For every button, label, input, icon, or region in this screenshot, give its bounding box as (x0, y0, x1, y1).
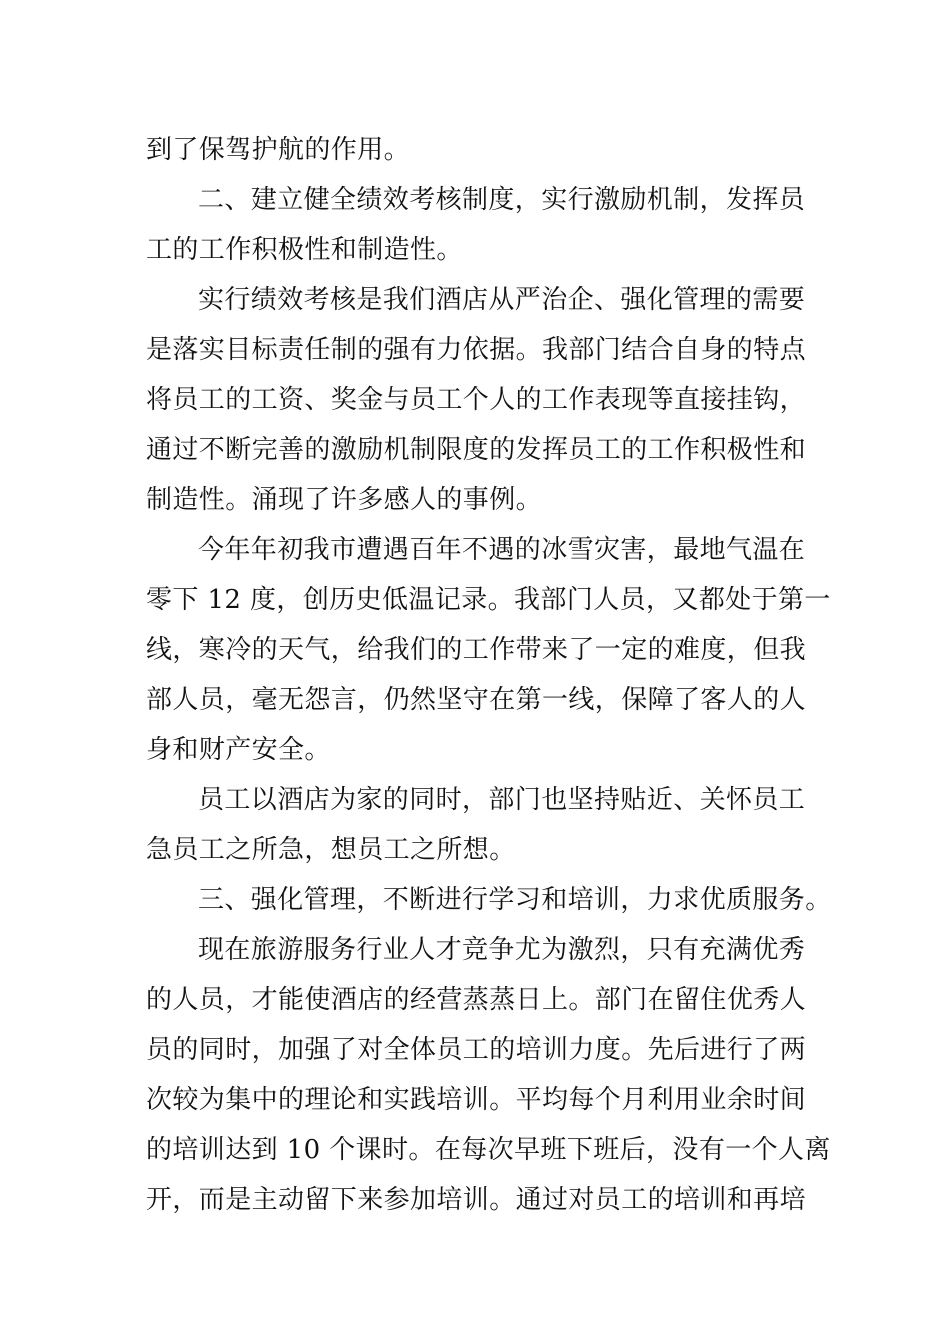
text-line: 工的工作积极性和制造性。 (146, 235, 463, 265)
text-line: 通过不断完善的激励机制限度的发挥员工的工作积极性和 (146, 435, 807, 465)
text-line: 到了保驾护航的作用。 (146, 135, 411, 165)
text-line: 制造性。涌现了许多感人的事例。 (146, 485, 543, 515)
text-line: 实行绩效考核是我们酒店从严治企、强化管理的需要 (198, 285, 806, 315)
text-line: 今年年初我市遭遇百年不遇的冰雪灾害，最地气温在 (198, 535, 806, 565)
text-line: 现在旅游服务行业人才竞争尤为激烈，只有充满优秀 (198, 935, 806, 965)
text-line: 身和财产安全。 (146, 735, 331, 765)
text-line: 急员工之所急，想员工之所想。 (146, 835, 516, 865)
text-line: 将员工的工资、奖金与员工个人的工作表现等直接挂钩， (146, 385, 807, 415)
text-line: 的培训达到 10 个课时。在每次早班下班后，没有一个人离 (146, 1135, 831, 1165)
text-line: 员工以酒店为家的同时，部门也坚持贴近、关怀员工 (198, 785, 806, 815)
text-line: 的人员，才能使酒店的经营蒸蒸日上。部门在留住优秀人 (146, 985, 807, 1015)
text-line: 部人员，毫无怨言，仍然坚守在第一线，保障了客人的人 (146, 685, 807, 715)
text-line: 次较为集中的理论和实践培训。平均每个月利用业余时间 (146, 1085, 807, 1115)
text-line: 开，而是主动留下来参加培训。通过对员工的培训和再培 (146, 1185, 807, 1215)
text-line: 是落实目标责任制的强有力依据。我部门结合自身的特点 (146, 335, 807, 365)
text-line: 零下 12 度，创历史低温记录。我部门人员，又都处于第一 (146, 585, 831, 615)
text-line: 员的同时，加强了对全体员工的培训力度。先后进行了两 (146, 1035, 807, 1065)
section-heading: 二、建立健全绩效考核制度，实行激励机制，发挥员 (198, 185, 806, 215)
text-line: 线，寒冷的天气，给我们的工作带来了一定的难度，但我 (146, 635, 807, 665)
section-heading: 三、强化管理，不断进行学习和培训，力求优质服务。 (198, 885, 832, 915)
